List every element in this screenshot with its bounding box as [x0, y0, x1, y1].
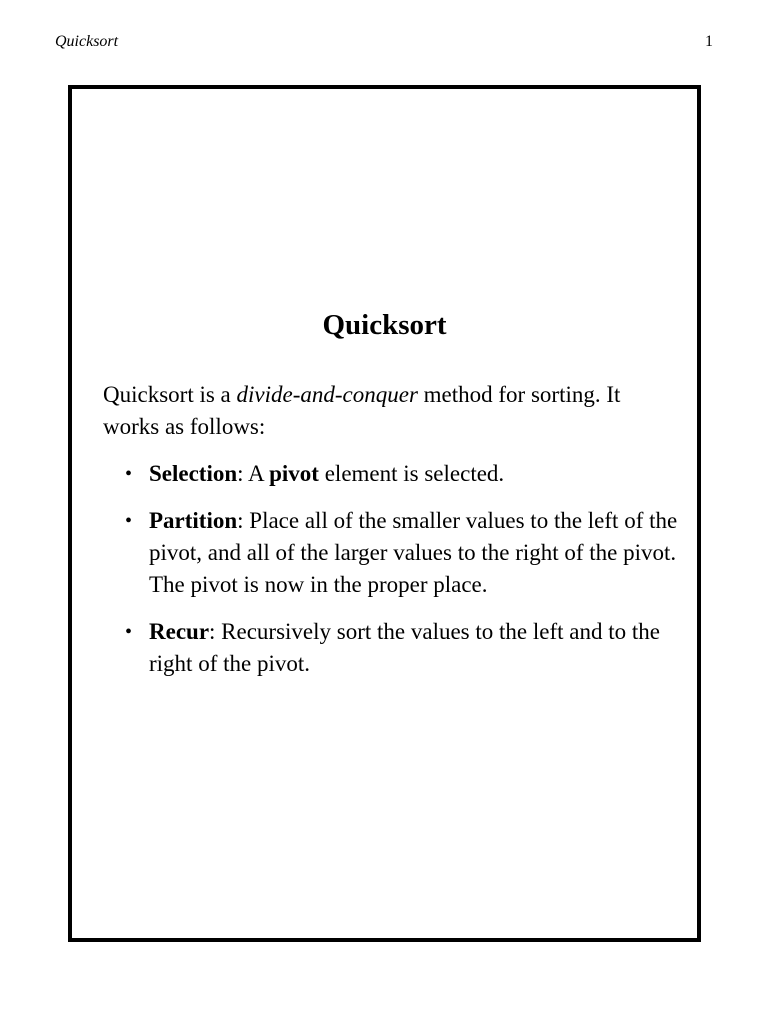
intro-text-start: Quicksort is a — [103, 382, 237, 407]
term-partition: Partition — [149, 508, 238, 533]
list-item-recur — [103, 616, 678, 680]
bullet-icon: • — [125, 621, 133, 643]
pivot-term: pivot — [269, 461, 319, 486]
bullet-list — [103, 458, 678, 680]
running-head-title: Quicksort — [55, 33, 119, 50]
term-selection: Selection — [149, 461, 238, 486]
page-number: 1 — [705, 33, 713, 50]
bullet-icon: • — [125, 510, 133, 532]
selection-text-rest: element is selected. — [318, 461, 505, 486]
intro-text-end: method for sorting. It works as follows: — [103, 382, 621, 439]
selection-text-sep: : A — [237, 461, 270, 486]
list-item-partition — [103, 505, 678, 601]
slide-body — [103, 379, 678, 695]
intro-emphasis: divide-and-conquer — [236, 382, 418, 407]
slide-title: Quicksort — [322, 309, 447, 341]
recur-text: : Recursively sort the values to the left and to the right of the pivot. — [149, 619, 660, 676]
partition-text: : Place all of the smaller values to the left of the pivot, and all of the larger values to the right of the pivot. The pivot is now in the proper place. — [149, 508, 678, 597]
slide-frame — [68, 85, 701, 942]
intro-paragraph — [103, 379, 678, 443]
list-item-selection — [103, 458, 678, 490]
term-recur: Recur — [149, 619, 210, 644]
bullet-icon: • — [125, 463, 133, 485]
